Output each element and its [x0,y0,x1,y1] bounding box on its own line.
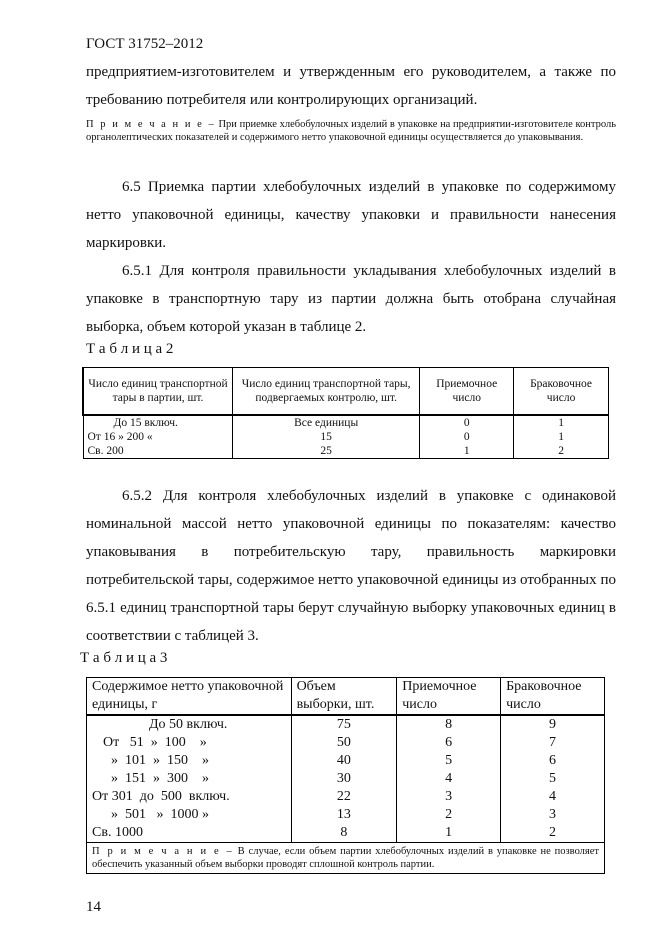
table-row [87,734,605,752]
table-2-header-cell: Приемочное число [420,368,514,416]
document-code: ГОСТ 31752–2012 [86,36,204,52]
table-2-caption: Т а б л и ц а 2 [86,341,174,357]
table-3-caption: Т а б л и ц а 3 [80,650,168,666]
table-row [87,788,605,806]
table-cell: 5 [501,770,605,788]
note-1 [86,118,616,144]
table-3-header-cell: Объем выборки, шт. [291,678,397,716]
table-cell: 13 [291,806,397,824]
table-cell: От 301 до 500 включ. [87,788,292,806]
table-cell: 1 [514,415,609,430]
table-2-header-cell: Число единиц транспортной тары в партии, шт. [83,368,233,416]
table-2-header-cell: Браковочное число [514,368,609,416]
continuation-paragraph: предприятием-изготовителем и утвержденным его руководителем, а также по требованию потребителя или контролирующих организаций. [86,64,616,108]
table-row [87,806,605,824]
table-row [83,415,609,430]
note-1-lead: П р и м е ч а н и е – [86,119,216,130]
table-cell: 1 [420,444,514,459]
table-cell: 22 [291,788,397,806]
table-cell: 2 [501,824,605,843]
table-cell: 6 [501,752,605,770]
table-cell: 40 [291,752,397,770]
table-3-header-cell: Содержимое нетто упаковочной единицы, г [87,678,292,716]
table-cell: 4 [501,788,605,806]
table-cell: От 51 » 100 » [87,734,292,752]
table-cell: 15 [233,430,420,444]
table-cell: Св. 200 [83,444,233,459]
table-cell: 2 [514,444,609,459]
table-cell: 2 [397,806,501,824]
table-cell: 7 [501,734,605,752]
table-2 [82,367,609,459]
section-6-5-1: 6.5.1 Для контроля правильности укладывания хлебобулочных изделий в упаковке в транспортную тару из партии должна быть отобрана случайная выборка, объем которой указан в таблице 2. [86,263,616,335]
table-cell: » 101 » 150 » [87,752,292,770]
table-3 [86,677,605,874]
table-cell: До 50 включ. [87,715,292,734]
section-6-5-2: 6.5.2 Для контроля хлебобулочных изделий в упаковке с одинаковой номинальной массой нетто упаковочной единицы по показателям: качество упаковывания в потребительскую тару, правильность маркировки потребительской тары, содержимое нетто упаковочной единицы из отобранных по 6.5.1 единиц транспортной тары берут случайную выборку упаковочных единиц в соответствии с таблицей 3. [86,488,616,644]
page-number: 14 [86,899,101,915]
table-cell: 0 [420,415,514,430]
table-cell: 1 [397,824,501,843]
table-row [83,430,609,444]
table-cell: » 151 » 300 » [87,770,292,788]
table-3-note-text: В случае, если объем партии хлебобулочных изделий в упаковке не позволяет обеспечить указанный объем выборки проводят сплошной контроль партии. [92,846,599,870]
table-cell: До 15 включ. [83,415,233,430]
table-cell: 3 [397,788,501,806]
table-row [83,444,609,459]
table-cell: 75 [291,715,397,734]
table-row [87,715,605,734]
table-cell: 0 [420,430,514,444]
table-row [87,752,605,770]
table-3-note [87,843,605,874]
table-cell: 6 [397,734,501,752]
table-cell: » 501 » 1000 » [87,806,292,824]
table-row [87,824,605,843]
table-cell: 30 [291,770,397,788]
table-3-note-lead: П р и м е ч а н и е – [92,846,234,857]
table-2-header-cell: Число единиц транспортной тары, подвергаемых контролю, шт. [233,368,420,416]
note-1-text: При приемке хлебобулочных изделий в упаковке на предприятии-изготовителе контроль органолептических показателей и содержимого нетто упаковочной единицы осуществляется до упаковывания. [86,119,616,143]
table-3-header-cell: Приемочное число [397,678,501,716]
table-cell: 50 [291,734,397,752]
table-row [87,770,605,788]
table-cell: Св. 1000 [87,824,292,843]
table-cell: 5 [397,752,501,770]
table-cell: 3 [501,806,605,824]
table-cell: 25 [233,444,420,459]
table-3-header-cell: Браковочное число [501,678,605,716]
section-6-5: 6.5 Приемка партии хлебобулочных изделий в упаковке по содержимому нетто упаковочной единицы, качеству упаковки и правильности нанесения маркировки. [86,179,616,251]
table-cell: От 16 » 200 « [83,430,233,444]
table-cell: 1 [514,430,609,444]
table-3-note-row [87,843,605,874]
table-cell: 9 [501,715,605,734]
table-cell: Все единицы [233,415,420,430]
table-cell: 8 [291,824,397,843]
table-cell: 4 [397,770,501,788]
table-cell: 8 [397,715,501,734]
